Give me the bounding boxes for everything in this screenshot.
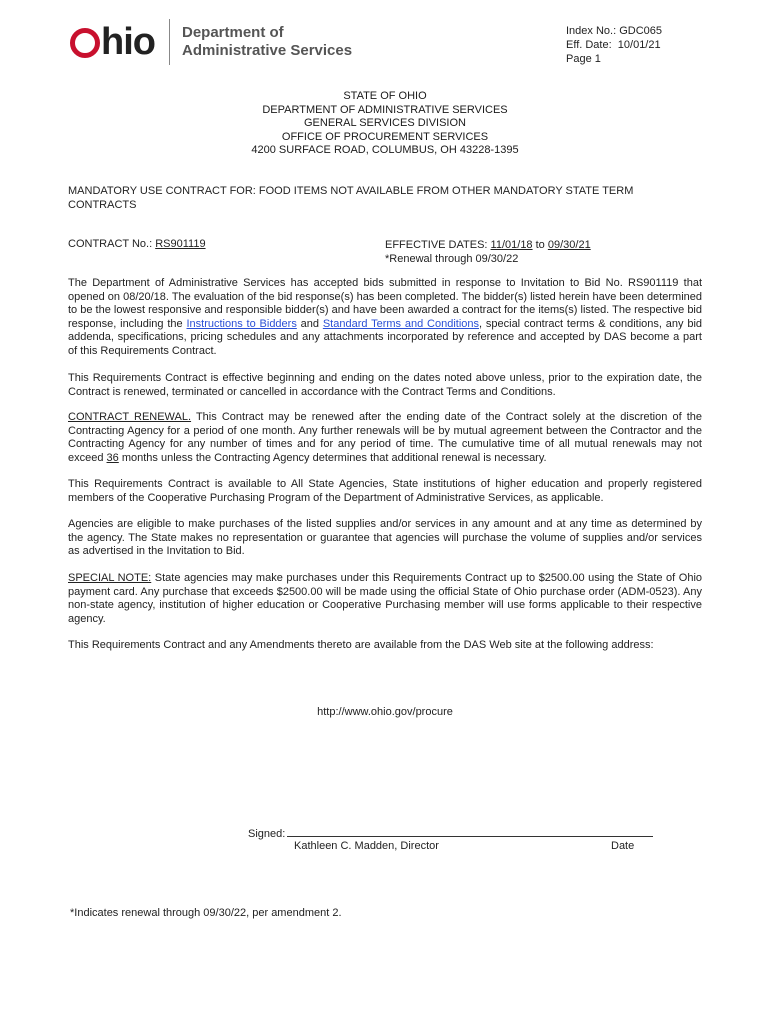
paragraph-special-note: SPECIAL NOTE: State agencies may make purchases under this Requirements Contract up to $2500.00 using the State of Ohio payment card. Any purchase that exceeds $2500.00 will be made using the official State of Ohio purchase order (ADM-0523). Any non-state agency, institution of higher education or Cooperative Purchasing member will use forms applicable to their respective agency. — [68, 572, 703, 625]
contract-number: CONTRACT No.: RS901119 — [68, 238, 206, 250]
paragraph-eligibility: Agencies are eligible to make purchases of the listed supplies and/or services in any amount and at any time as determined by the agency. The State makes no representation or guarantee that agencies will purchase the volume of supplies and/or services as advertised in the Invitation to Bid. — [68, 518, 702, 558]
renewal-through: *Renewal through 09/30/22 — [385, 253, 519, 265]
contract-title: MANDATORY USE CONTRACT FOR: FOOD ITEMS NOT AVAILABLE FROM OTHER MANDATORY STATE TERM CONTRACTS — [68, 185, 634, 211]
logo-divider — [169, 19, 170, 65]
paragraph-award: The Department of Administrative Services has accepted bids submitted in response to Invitation to Bid No. RS901119 that opened on 08/20/18. The evaluation of the bid response(s) has been completed. The bidder(s) listed herein have been determined to be the lowest responsive and responsible bidder(s) and have been awarded a contract for the items(s) listed. The respective bid response, including the Instructions to Bidders and Standard Terms and Conditions, special contract terms & conditions, any bid addenda, specifications, pricing schedules and any attachments incorporated by reference and accepted by DAS become a part of this Requirements Contract. — [68, 277, 703, 357]
paragraph-availability: This Requirements Contract is available to All State Agencies, State institutions of higher education and properly registered members of the Cooperative Purchasing Program of the Department of Administrative Services, as applicable. — [68, 478, 702, 504]
effective-date: Eff. Date: 10/01/21 — [566, 39, 661, 51]
ohio-wordmark: hio — [70, 23, 155, 61]
special-note-heading: SPECIAL NOTE: — [68, 572, 152, 584]
paragraph-effective: This Requirements Contract is effective beginning and ending on the dates noted above unless, prior to the expiration date, the Contract is renewed, terminated or cancelled in accordance with the Contract Terms and Conditions. — [68, 372, 702, 398]
renewal-footnote: *Indicates renewal through 09/30/22, per amendment 2. — [70, 907, 342, 919]
signature-date-label: Date — [611, 840, 635, 852]
signer-name: Kathleen C. Madden, Director — [294, 840, 439, 852]
index-number: Index No.: GDC065 — [566, 25, 662, 37]
instructions-to-bidders-link[interactable]: Instructions to Bidders — [186, 317, 297, 330]
agency-address: STATE OF OHIO DEPARTMENT OF ADMINISTRATIVE SERVICES GENERAL SERVICES DIVISION OFFICE OF PROCUREMENT SERVICES 4200 SURFACE ROAD, COLUMBUS, OH 43228-1395 — [251, 90, 519, 156]
page-number: Page 1 — [566, 53, 601, 65]
ohio-das-logo — [70, 18, 352, 66]
contract-renewal-heading: CONTRACT RENEWAL. — [68, 411, 192, 423]
paragraph-contract-renewal: CONTRACT RENEWAL. This Contract may be renewed after the ending date of the Contract solely at the discretion of the Contracting Agency for a period of one month. Any further renewals will be by mutual agreement between the Contractor and the Contracting Agency for any number of times and for any period of time. The cumulative time of all mutual renewals may not exceed 36 months unless the Contracting Agency determines that additional renewal is necessary. — [68, 411, 703, 464]
signature-blank — [287, 826, 653, 837]
procure-url[interactable]: http://www.ohio.gov/procure — [317, 706, 453, 718]
effective-dates: EFFECTIVE DATES: 11/01/18 to 09/30/21 *Renewal through 09/30/22 — [385, 239, 591, 265]
signature-line: Signed: — [248, 826, 653, 842]
index-block — [566, 24, 662, 66]
standard-terms-link[interactable]: Standard Terms and Conditions — [322, 317, 480, 330]
paragraph-website: This Requirements Contract and any Amendments thereto are available from the DAS Web site at the following address: — [68, 639, 654, 651]
ohio-o-ring-icon — [70, 28, 100, 58]
logo-department-name: Department of Administrative Services — [181, 24, 353, 59]
